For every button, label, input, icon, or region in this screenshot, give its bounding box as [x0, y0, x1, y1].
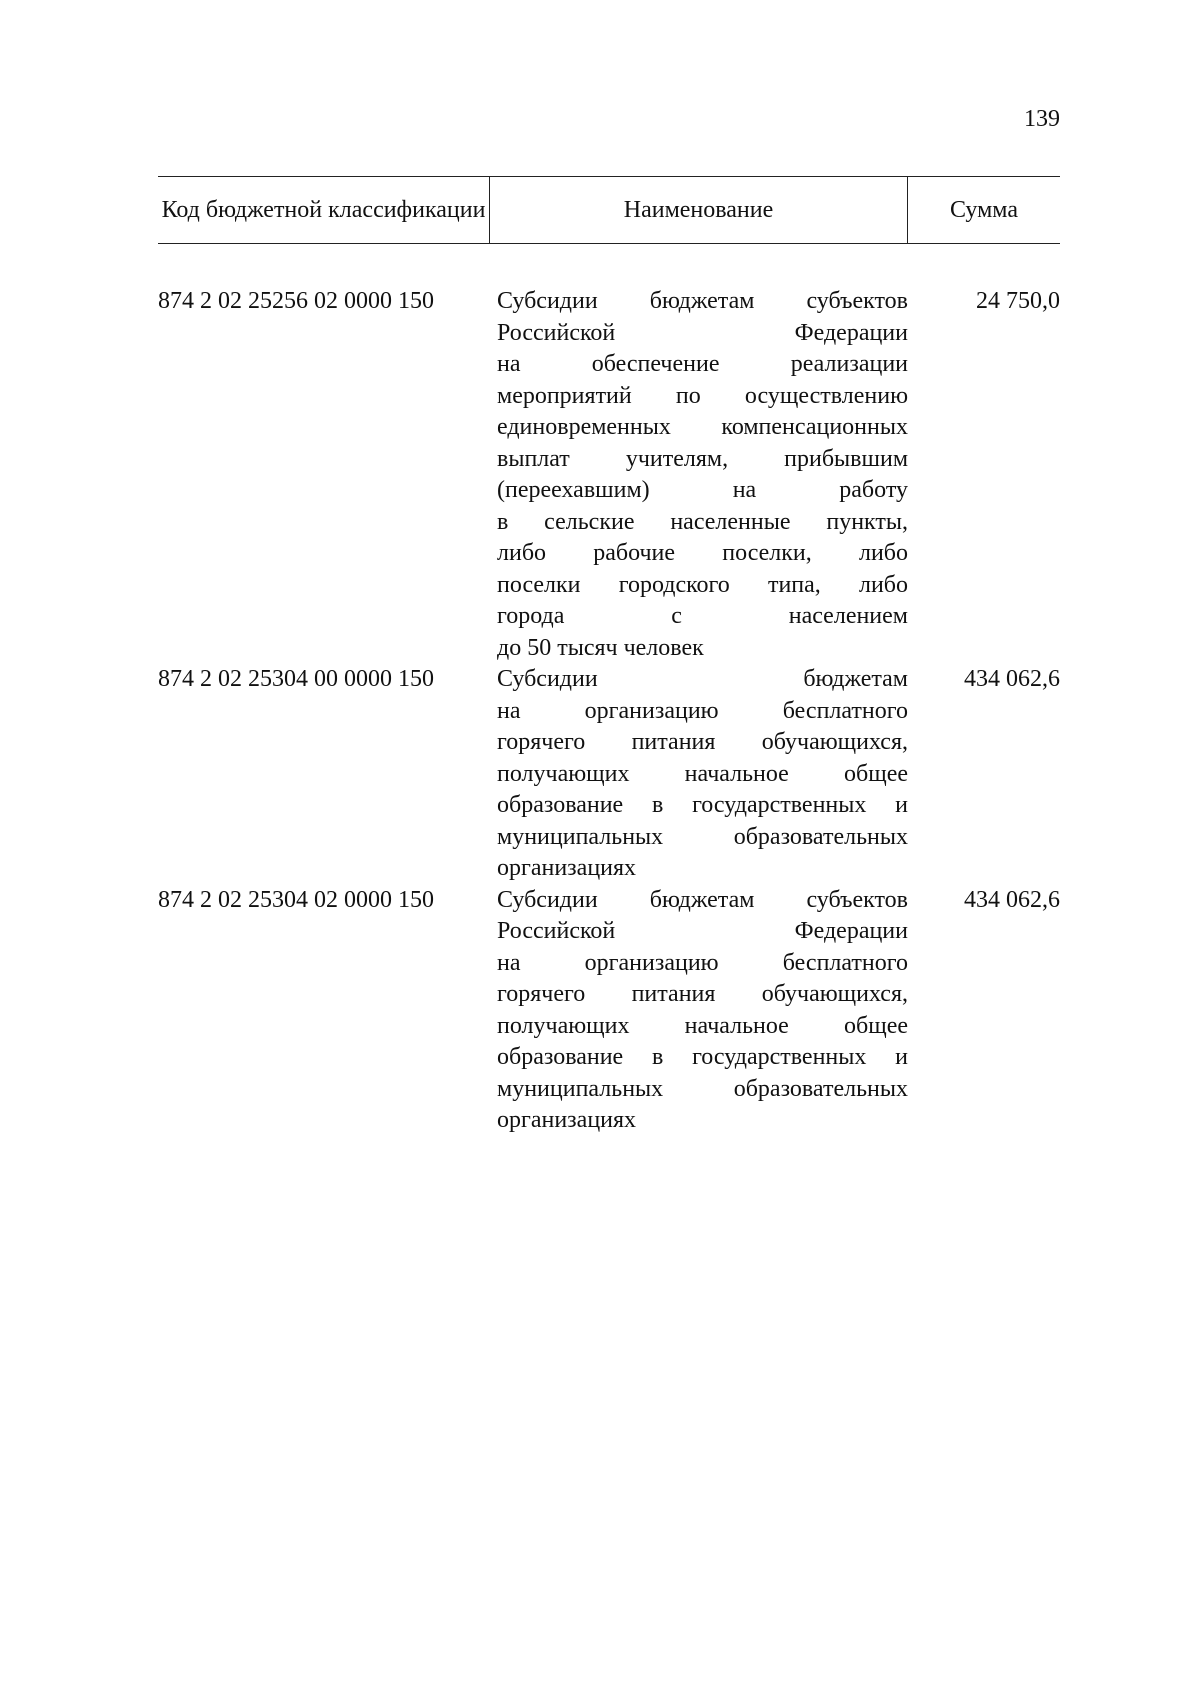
row-code: 874 2 02 25304 02 0000 150 [158, 886, 434, 913]
header-name: Наименование [490, 177, 908, 243]
name-line: муниципальных образовательных [497, 1075, 908, 1102]
name-line: горячего питания обучающихся, [497, 729, 908, 755]
row-name [490, 885, 908, 1137]
header-sum: Сумма [950, 196, 1018, 223]
name-line: либо рабочие поселки, либо [497, 540, 908, 566]
name-line: образование в государственных и [497, 792, 908, 818]
name-line: Российской Федерации [497, 319, 908, 346]
row-sum: 24 750,0 [976, 288, 1060, 314]
name-line: образование в государственных и [497, 1044, 908, 1070]
table-row [158, 885, 1060, 1137]
row-sum: 434 062,6 [964, 666, 1060, 692]
name-line: мероприятий по осуществлению [497, 382, 908, 409]
header-code: Код бюджетной классификации [158, 177, 490, 243]
table-header [158, 176, 1060, 244]
name-line: выплат учителям, прибывшим [497, 445, 908, 472]
name-line: поселки городского типа, либо [497, 571, 908, 598]
name-line: Субсидии бюджетам субъектов [497, 288, 908, 314]
name-line: горячего питания обучающихся, [497, 981, 908, 1007]
row-sum: 434 062,6 [964, 886, 1060, 913]
name-line: в сельские населенные пункты, [497, 508, 908, 535]
name-line: Субсидии бюджетам [497, 666, 908, 692]
page-number: 139 [1024, 106, 1060, 132]
name-line: единовременных компенсационных [497, 414, 908, 440]
table-body [158, 286, 1060, 1137]
row-name [490, 664, 908, 885]
name-line: до 50 тысяч человек [497, 634, 704, 661]
row-name [490, 286, 908, 664]
row-code: 874 2 02 25304 00 0000 150 [158, 666, 434, 692]
name-line: (переехавшим) на работу [497, 477, 908, 503]
name-line: Российской Федерации [497, 918, 908, 944]
table-row [158, 664, 1060, 885]
name-line: получающих начальное общее [497, 1012, 908, 1039]
name-line: получающих начальное общее [497, 760, 908, 787]
name-line: организациях [497, 1107, 637, 1133]
name-line: на организацию бесплатного [497, 697, 908, 724]
table-row [158, 286, 1060, 664]
name-line: муниципальных образовательных [497, 823, 908, 850]
name-line: города с населением [497, 603, 908, 629]
name-line: организациях [497, 855, 637, 881]
name-line: Субсидии бюджетам субъектов [497, 886, 908, 913]
name-line: на обеспечение реализации [497, 351, 908, 377]
row-code: 874 2 02 25256 02 0000 150 [158, 288, 434, 314]
name-line: на организацию бесплатного [497, 949, 908, 976]
